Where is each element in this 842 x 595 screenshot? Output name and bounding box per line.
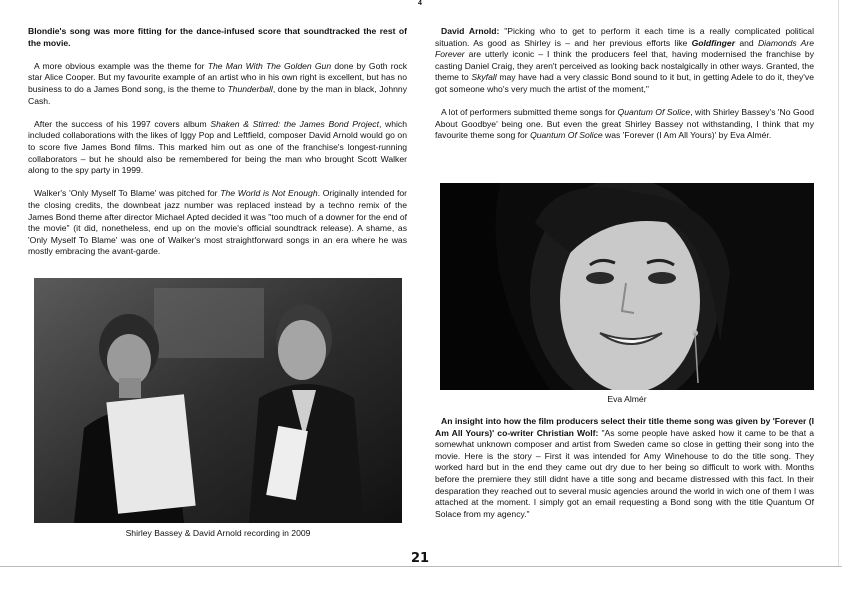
text: and [735,37,758,48]
page-number: 21 [411,551,430,566]
paragraph-quantum [435,107,814,142]
text: may have had a very classic Bond sound to it but, in getting Adele to do it, they've got someone who's very much the artist of the moment," [435,72,815,94]
text: Walker's 'Only Myself To Blame' was pitched for [34,188,221,199]
text: done by Goth rock star Alice Cooper. But my favourite example of an artist who in his own right is excellent, but has no business to do a James Bond song, is the theme to [28,60,407,94]
text: After the success of his 1997 covers album [34,118,211,129]
speaker-name: David Arnold: [441,26,500,36]
text: "Picking who to get to perform it each time is a really complicated political situation. As good as Shirley is – and her previous efforts like [435,26,814,48]
text: are utterly iconic – I think the producers feel that, having modernised the franchise by casting Daniel Craig, they aren't perceived as looking back nostalgically in other ways. Granted, the theme to [435,49,814,83]
text: A lot of performers submitted theme songs for [441,107,618,118]
caption-bassey-arnold: Shirley Bassey & David Arnold recording in 2009 [125,528,311,538]
film-title: Quantum Of Solice [530,130,603,141]
studio-photo-illustration [34,278,402,523]
text: "As some people have asked how it came to be that a somewhat unknown composer and artist from Sweden came so close in getting their song into the movie. Here is the story – First it was intended for Amy Winehouse to do the title song. They worked hard but in the end they came out dry due to her being so difficult to work with. Months before the premiere they still didnt have a title song and became distressed with this fact. In their desparation they reached out to several music agencies around the world in wich one of them I was attached at the moment. I simply got an email requesting a Bond song with the title Quantum Of Solace from my agency." [435,427,814,519]
left-column [28,26,407,269]
page-edge [838,0,839,566]
film-title: Goldfinger [691,37,736,48]
paragraph-golden-gun [28,61,407,107]
top-page-marker: 4 [418,0,422,7]
paragraph-christian-wolf [435,416,814,520]
album-title: Shaken & Stirred: the James Bond Project [210,118,379,129]
caption-eva-almer: Eva Almér [607,394,647,404]
film-title: Diamonds Are Forever [435,37,814,60]
paragraph-arnold-quote [435,26,814,96]
portrait-illustration [440,183,814,390]
text: An insight into how the film producers select their title theme song was given by 'Forever (I Am All Yours)' co-writer [435,416,814,438]
paragraph-blondie: Blondie's song was more fitting for the dance-infused score that soundtracked the rest of the movie. [28,26,407,48]
text: was 'Forever (I Am All Yours)' by Eva Almér. [602,130,772,141]
film-title: The Man With The Golden Gun [207,60,332,71]
film-title: Skyfall [471,72,497,83]
photo-bassey-arnold [34,278,402,523]
right-column [435,26,814,154]
film-title: The World is Not Enough [220,188,318,199]
speaker-name: Christian Wolf: [536,427,599,438]
text: . Originally intended for the closing credits, the downbeat jazz number was replaced instead by a techno remix of the James Bond theme after director Michael Apted decided it was "too much of a downer for the end of the movie" (it did, nonetheless, end up on the movie's official soundtrack release). A shame, as 'Only Myself To Blame' was one of Walker's most straightforward songs in an era where he was mostly embracing the avant-garde. [28,188,407,257]
text: , which included collaborations with the likes of Iggy Pop and Leftfield, composer David Arnold would go on to score five James Bond films. This marked him out as one of the franchise's longest-running collaborators – but he should also be remembered for being the man who brought Scott Walker along to the spy party in 1999. [28,118,407,176]
film-title: Thunderball [227,83,273,94]
paragraph-shaken-stirred [28,119,407,177]
text: , with Shirley Bassey's 'No Good About Goodbye' being one. But even the great Shirley Bassey not withstanding, I think that my favourite theme song for [435,107,814,141]
paragraph-walker [28,188,407,258]
right-column-lower [435,416,814,532]
bottom-divider [0,566,842,567]
film-title: Quantum Of Solice [617,107,691,118]
text: A more obvious example was the theme for [34,60,208,71]
text: , done by the man in black, Johnny Cash. [28,83,407,106]
photo-eva-almer [440,183,814,390]
